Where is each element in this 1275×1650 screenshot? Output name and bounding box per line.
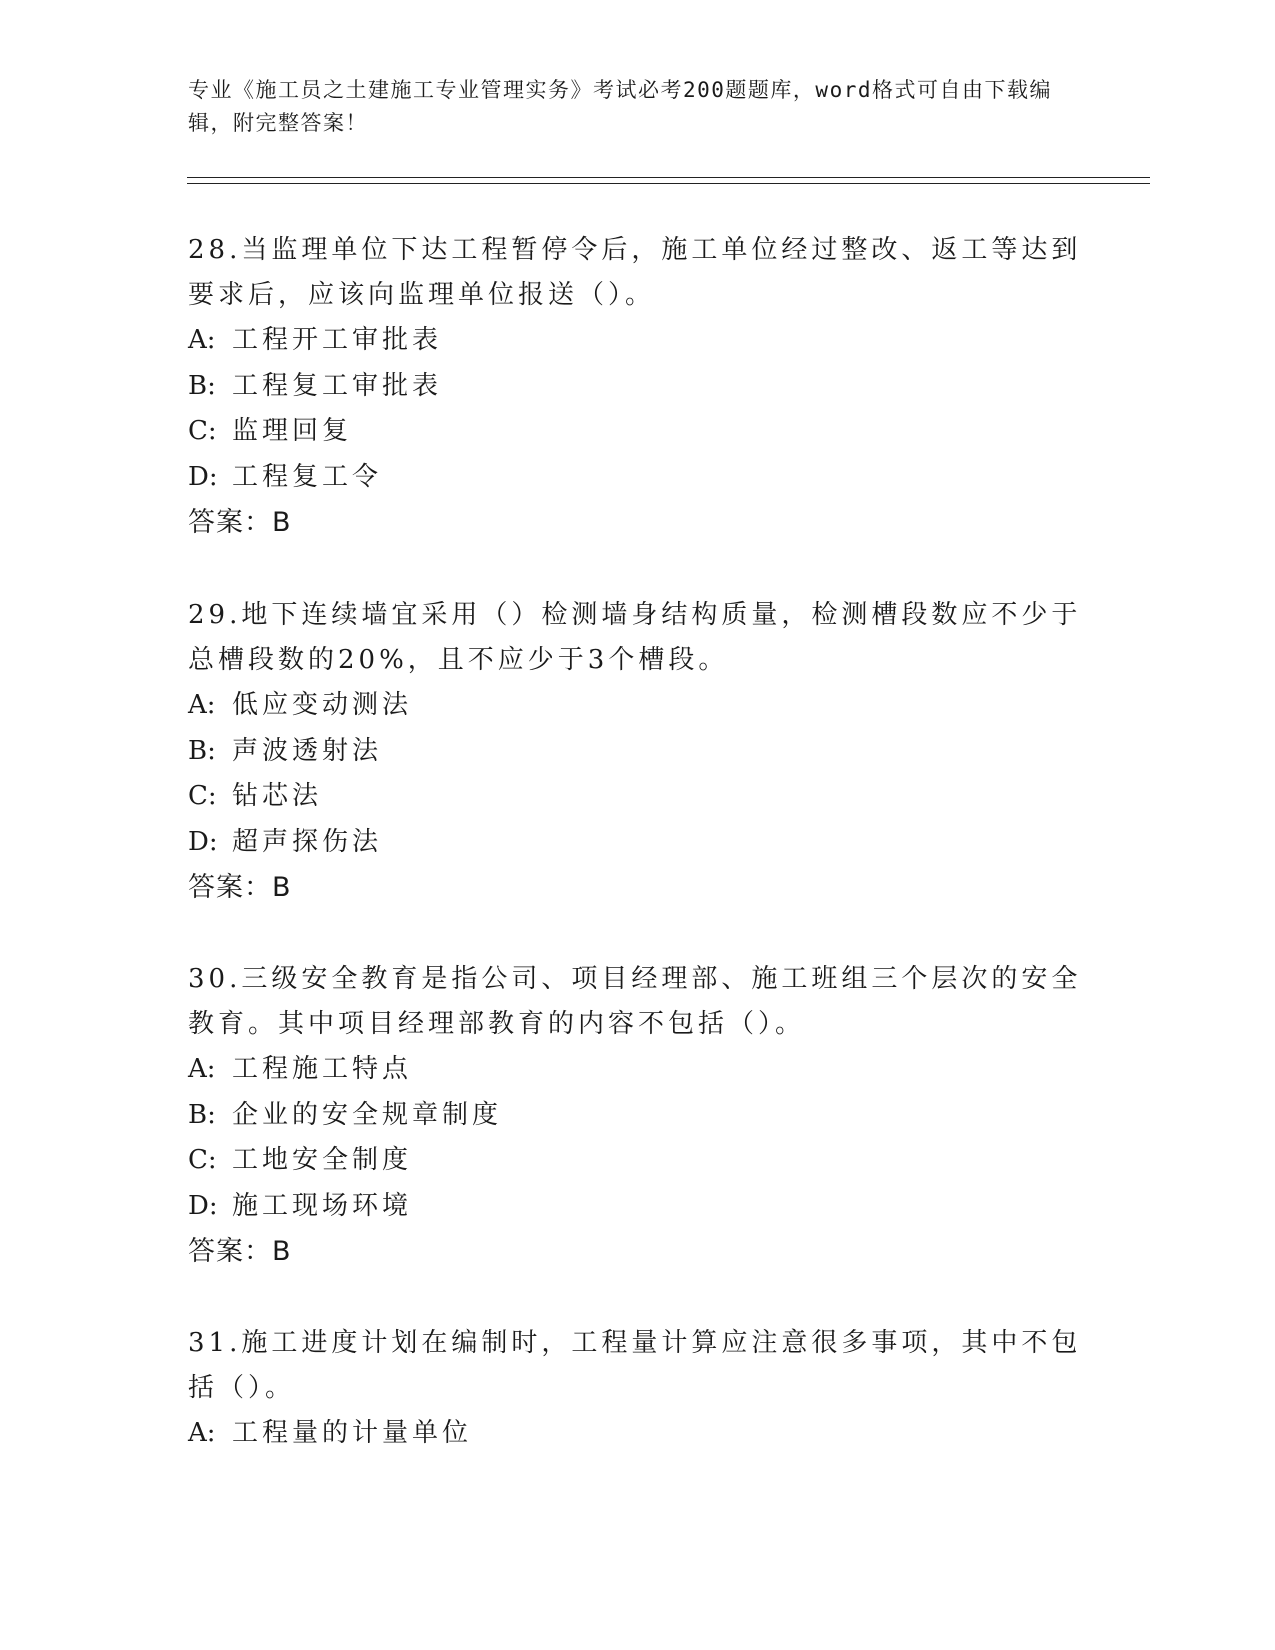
option-text: 声波透射法 xyxy=(232,735,383,766)
question-29 xyxy=(188,593,1088,910)
answer-line: 答案：B xyxy=(188,872,292,903)
option-key: B: xyxy=(188,370,216,401)
option-key: C: xyxy=(188,781,217,811)
option-c xyxy=(188,1138,1088,1184)
option-b xyxy=(188,364,1088,410)
option-c xyxy=(188,774,1088,820)
option-text: 施工现场环境 xyxy=(232,1190,413,1221)
option-key: A: xyxy=(188,690,216,720)
option-text: 工程量的计量单位 xyxy=(232,1418,473,1448)
option-key: A: xyxy=(188,1054,216,1084)
option-b xyxy=(188,729,1088,775)
question-31 xyxy=(188,1321,1088,1457)
option-key: D: xyxy=(188,461,218,492)
option-d xyxy=(188,1184,1088,1230)
option-b xyxy=(188,1093,1088,1139)
option-text: 工地安全制度 xyxy=(232,1145,413,1175)
answer-line: 答案：B xyxy=(188,1236,292,1267)
option-a xyxy=(188,1411,1088,1457)
document-header: 专业《施工员之土建施工专业管理实务》考试必考200题题库，word格式可自由下载编辑，附完整答案！ xyxy=(188,78,1052,135)
option-key: C: xyxy=(188,416,217,446)
option-key: A: xyxy=(188,1418,216,1448)
option-d xyxy=(188,455,1088,501)
question-stem: 31.施工进度计划在编制时，工程量计算应注意很多事项，其中不包括（）。 xyxy=(188,1328,1082,1403)
question-stem: 29.地下连续墙宜采用（）检测墙身结构质量，检测槽段数应不少于总槽段数的20%，且不应少于3个槽段。 xyxy=(188,600,1082,675)
option-text: 工程开工审批表 xyxy=(232,325,443,355)
question-stem: 30.三级安全教育是指公司、项目经理部、施工班组三个层次的安全教育。其中项目经理部教育的内容不包括（）。 xyxy=(188,964,1082,1039)
answer-line: 答案：B xyxy=(188,507,292,538)
option-text: 工程施工特点 xyxy=(232,1054,413,1084)
option-text: 工程复工审批表 xyxy=(232,370,443,401)
question-28 xyxy=(188,228,1088,545)
option-text: 工程复工令 xyxy=(232,461,383,492)
header-divider-bottom xyxy=(187,183,1150,184)
option-key: C: xyxy=(188,1145,217,1175)
option-d xyxy=(188,820,1088,866)
option-key: B: xyxy=(188,735,216,766)
option-c xyxy=(188,409,1088,455)
option-a xyxy=(188,1047,1088,1093)
question-30 xyxy=(188,957,1088,1274)
option-text: 低应变动测法 xyxy=(232,690,413,720)
option-text: 监理回复 xyxy=(232,416,353,446)
option-key: D: xyxy=(188,826,218,857)
option-text: 超声探伤法 xyxy=(232,826,383,857)
option-key: B: xyxy=(188,1099,216,1130)
option-text: 企业的安全规章制度 xyxy=(232,1099,503,1130)
option-key: D: xyxy=(188,1190,218,1221)
option-a xyxy=(188,683,1088,729)
option-key: A: xyxy=(188,325,216,355)
option-a xyxy=(188,318,1088,364)
option-text: 钻芯法 xyxy=(232,781,323,811)
question-stem: 28.当监理单位下达工程暂停令后，施工单位经过整改、返工等达到要求后，应该向监理单位报送（）。 xyxy=(188,235,1082,310)
header-divider-top xyxy=(187,177,1150,178)
